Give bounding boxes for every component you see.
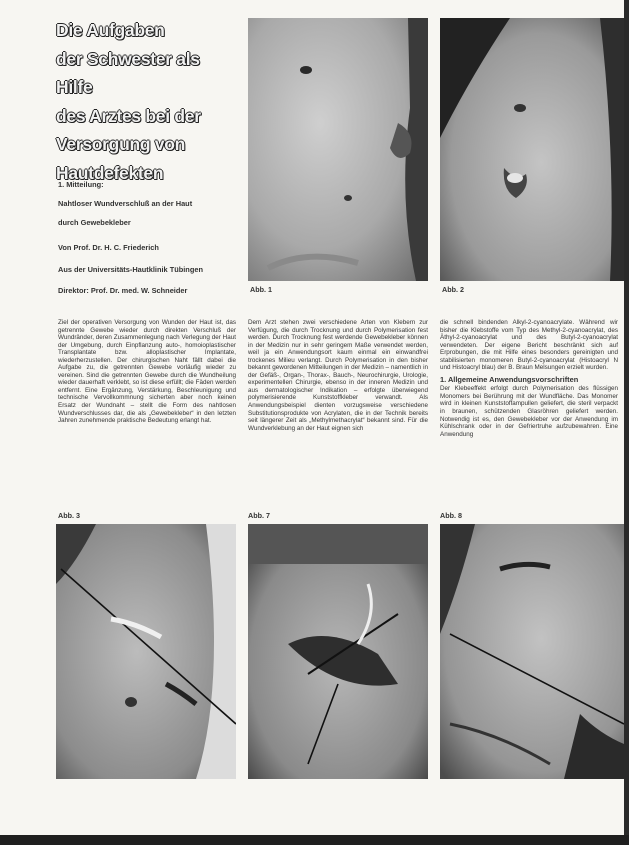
text-column-3 xyxy=(440,319,618,438)
paragraph-3: die schnell bindenden Alkyl-2-cyanoacrylate. Während wir bisher die Klebstoffe vom Typ des Methyl-2-cyanoacrylat, des Äthyl-2-cyanoacrylat und des Butyl-2-cyanoacrylat verwendeten. Der eigene Bericht beschränkt sich auf Erprobungen, die mit Hilfe eines besonders gereinigten und stabilisierten monomeren Butyl-2-cyanoacrylat (Histoacryl N und Histoacryl blau) der B. Braun Melsungen erzielt wurden. xyxy=(440,319,618,372)
part-label: 1. Mitteilung: xyxy=(58,180,104,189)
title-line-3: des Arztes bei der xyxy=(56,105,201,126)
subtitle-line-1: Nahtloser Wundverschluß an der Haut xyxy=(58,199,193,208)
article-title xyxy=(56,16,236,187)
scan-edge-bottom xyxy=(0,835,629,845)
title-line-1: Die Aufgaben xyxy=(56,20,165,40)
caption-abb-2: Abb. 2 xyxy=(442,285,464,294)
section-heading: 1. Allgemeine Anwendungsvorschriften xyxy=(440,374,579,384)
photo-abb-8 xyxy=(440,524,624,779)
caption-abb-7: Abb. 7 xyxy=(248,511,270,520)
title-line-2: der Schwester als Hilfe xyxy=(56,48,200,97)
paragraph-1: Ziel der operativen Versorgung von Wunden der Haut ist, das getrennte Gewebe wieder durch direkten Verschluß der Wundränder, deren Zusammenlegung nach Verlegung der Haut der Umgebung, durch Einpflanzung auto-, homoioplastischer Transplantate bzw. alloplastischer Implantate, wiederherzustellen. Der chirurgischen Naht fällt dabei die Aufgabe zu, die getrennten Gewebe vorläufig wieder zu vereinen. Sind die getrennten Gewebe durch die Wundheilung wieder dauerhaft verklebt, so ist diese erfüllt; die Fäden werden entfernt. Eine Ergänzung, Verstärkung, Beschleunigung und technische Vervollkommnung sicherten aber noch keinen Ersatz der Wundnaht – stellt die Form des nahtlosen Wundverschlusses dar, die als „Gewebekleber“ in den letzten Jahren zunehmende praktische Bedeutung erlangt hat. xyxy=(58,319,236,425)
institution-line: Aus der Universitäts-Hautklinik Tübingen xyxy=(58,265,203,274)
text-column-1 xyxy=(58,319,236,425)
photo-abb-7 xyxy=(248,524,428,779)
paragraph-4: Der Klebeeffekt erfolgt durch Polymerisation des flüssigen Monomers bei Berührung mit der Wundfläche. Das Monomer wird in kleinen Kunststoffampullen geliefert, die steril verpackt in braunen, schützenden Glasröhren geliefert werden. Notwendig ist es, den Gewebekleber vor der Anwendung im Kühlschrank oder in der Gefriertruhe aufzubewahren. Eine Anwendung xyxy=(440,385,618,438)
title-line-5: Hautdefekten xyxy=(56,162,164,183)
caption-abb-8: Abb. 8 xyxy=(440,511,462,520)
photo-abb-1 xyxy=(248,18,428,281)
photo-abb-3 xyxy=(56,524,236,779)
caption-abb-1: Abb. 1 xyxy=(250,285,272,294)
subtitle-line-2: durch Gewebekleber xyxy=(58,218,131,227)
author-line: Von Prof. Dr. H. C. Friederich xyxy=(58,243,159,252)
scan-edge-right xyxy=(624,0,629,845)
caption-abb-3: Abb. 3 xyxy=(58,511,80,520)
title-line-4: Versorgung von xyxy=(56,134,186,154)
paragraph-2: Dem Arzt stehen zwei verschiedene Arten von Klebern zur Verfügung, die durch Trocknung und durch Polymerisation fest werden. Durch Trocknung fest werdende Gewebekleber können in der Medizin nur in sehr geringem Maße verwendet werden, weil ja ein Anwendungsort kaum einmal ein einwandfrei trockenes Milieu verlangt. Durch Polymerisation in den bisher bekannt gewordenen Mitteilungen in der Medizin – namentlich in der Gefäß-, Organ-, Thorax-, Bauch-, Neurochirurgie, Urologie, experimentellen Chirurgie, ebenso in der inneren Medizin und aus dermatologischer Indikation – erfolgte überwiegend polymerisierende Kunststoffkleber verwandt. Als Anwendungsbeispiel dienten vorzugsweise verschiedene Substitutionsprodukte von Acrylaten, die in der Technik bereits seit längerer Zeit als „Methylmethacrylat“ bekannt sind. Für die Wundverklebung an der Haut eignen sich xyxy=(248,319,428,432)
photo-abb-2 xyxy=(440,18,624,281)
director-line: Direktor: Prof. Dr. med. W. Schneider xyxy=(58,286,188,295)
text-column-2 xyxy=(248,319,428,432)
